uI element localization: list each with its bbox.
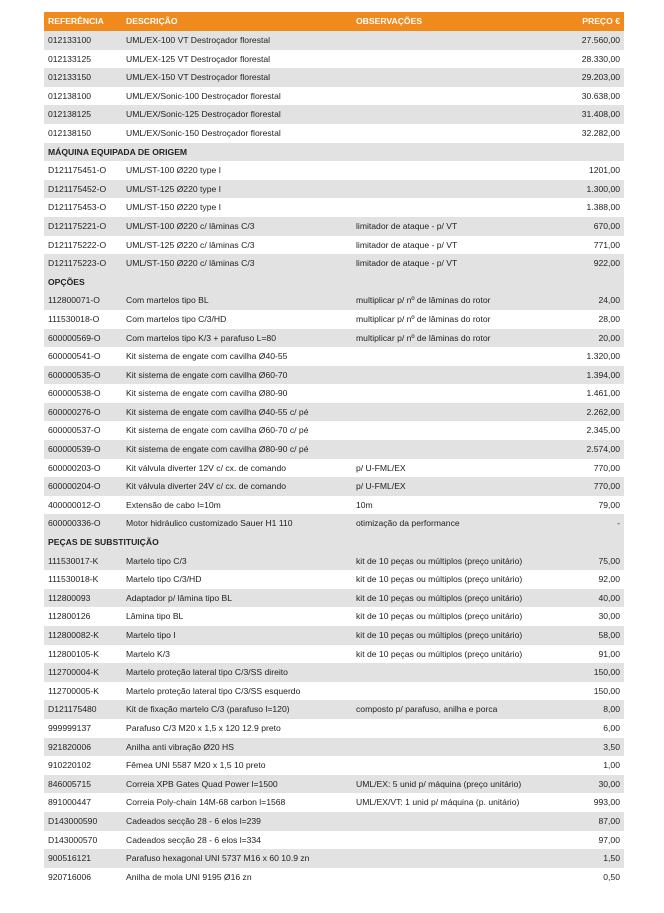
observation-cell: p/ U-FML/EX	[356, 481, 406, 492]
reference-cell: 012138100	[48, 90, 92, 101]
description-cell: UML/ST-150 Ø220 type I	[126, 202, 222, 213]
table-row	[44, 236, 624, 255]
table-row	[44, 254, 624, 273]
table-row	[44, 50, 624, 69]
section-title: OPÇÕES	[48, 276, 85, 287]
price-cell: 1.394,00	[586, 369, 620, 380]
description-cell: UML/ST-125 Ø220 c/ lâminas C/3	[126, 239, 255, 250]
price-table	[44, 12, 624, 886]
reference-cell: 600000569-O	[48, 332, 101, 343]
observation-cell: multiplicar p/ nº de lâminas do rotor	[356, 332, 491, 343]
description-cell: UML/EX-150 VT Destroçador florestal	[126, 72, 271, 83]
table-row	[44, 31, 624, 50]
description-cell: Extensão de cabo l=10m	[126, 499, 221, 510]
price-cell: 32.282,00	[581, 127, 620, 138]
reference-cell: 900516121	[48, 853, 92, 864]
description-cell: UML/EX/Sonic-125 Destroçador florestal	[126, 109, 281, 120]
reference-cell: 111530017-K	[48, 555, 99, 566]
reference-cell: 012138125	[48, 109, 92, 120]
price-cell: 150,00	[593, 667, 620, 678]
description-cell: Martelo tipo C/3/HD	[126, 574, 202, 585]
reference-cell: 920716006	[48, 871, 92, 882]
reference-cell: 111530018-K	[48, 574, 99, 585]
table-row	[44, 291, 624, 310]
table-row	[44, 366, 624, 385]
table-row	[44, 570, 624, 589]
description-cell: Cadeados secção 28 - 6 elos l=239	[126, 815, 261, 826]
description-cell: Adaptador p/ lâmina tipo BL	[126, 592, 233, 603]
observation-cell: kit de 10 peças ou múltiplos (preço unitário)	[356, 592, 523, 603]
table-row	[44, 719, 624, 738]
reference-cell: 112800071-O	[48, 295, 100, 306]
description-cell: Com martelos tipo C/3/HD	[126, 313, 227, 324]
description-cell: Com martelos tipo K/3 + parafuso L=80	[126, 332, 276, 343]
observation-cell: limitador de ataque - p/ VT	[356, 220, 458, 231]
table-row	[44, 868, 624, 887]
description-cell: UML/EX/Sonic-100 Destroçador florestal	[126, 90, 281, 101]
price-cell: 2.262,00	[586, 406, 620, 417]
price-cell: 28,00	[598, 313, 620, 324]
reference-cell: 999999137	[48, 722, 92, 733]
description-cell: Kit sistema de engate com cavilha Ø80-90 c/ pé	[126, 444, 309, 455]
price-cell: 40,00	[598, 592, 620, 603]
description-cell: Kit sistema de engate com cavilha Ø80-90	[126, 388, 288, 399]
table-row	[44, 812, 624, 831]
reference-cell: 112700005-K	[48, 685, 99, 696]
description-cell: Correia Poly-chain 14M-68 carbon l=1568	[126, 797, 286, 808]
reference-cell: 112800093	[48, 592, 91, 603]
reference-cell: D121175451-O	[48, 165, 107, 176]
reference-cell: 012133100	[48, 35, 92, 45]
reference-cell: 600000537-O	[48, 425, 101, 436]
observation-cell: limitador de ataque - p/ VT	[356, 239, 458, 250]
reference-cell: 600000541-O	[48, 351, 101, 362]
table-row	[44, 831, 624, 850]
table-row	[44, 477, 624, 496]
observation-cell: kit de 10 peças ou múltiplos (preço unitário)	[356, 648, 523, 659]
price-cell: 771,00	[593, 239, 620, 250]
reference-cell: 600000538-O	[48, 388, 101, 399]
observation-cell: limitador de ataque - p/ VT	[356, 258, 458, 269]
header-description: DESCRIÇÃO	[126, 16, 178, 26]
table-row	[44, 514, 624, 533]
table-row	[44, 124, 624, 143]
description-cell: Martelo tipo I	[126, 630, 176, 640]
table-row	[44, 645, 624, 664]
table-row	[44, 329, 624, 348]
observation-cell: kit de 10 peças ou múltiplos (preço unitário)	[356, 630, 523, 640]
description-cell: UML/EX-125 VT Destroçador florestal	[126, 53, 271, 64]
price-cell: -	[617, 518, 620, 529]
reference-cell: 891000447	[48, 797, 92, 808]
description-cell: Lâmina tipo BL	[126, 611, 184, 622]
description-cell: UML/ST-100 Ø220 c/ lâminas C/3	[126, 220, 255, 231]
price-cell: 2.574,00	[586, 444, 620, 455]
description-cell: UML/EX-100 VT Destroçador florestal	[126, 35, 271, 45]
price-cell: 1.461,00	[586, 388, 620, 399]
price-cell: 8,00	[603, 704, 620, 715]
table-row	[44, 68, 624, 87]
reference-cell: 112800082-K	[48, 630, 99, 640]
reference-cell: D121175223-O	[48, 258, 107, 269]
description-cell: UML/ST-125 Ø220 type I	[126, 183, 222, 194]
price-cell: 58,00	[598, 630, 620, 640]
description-cell: UML/ST-100 Ø220 type I	[126, 165, 222, 176]
reference-cell: 600000535-O	[48, 369, 101, 380]
observation-cell: kit de 10 peças ou múltiplos (preço unitário)	[356, 574, 523, 585]
observation-cell: otimização da performance	[356, 518, 460, 529]
reference-cell: D121175221-O	[48, 220, 107, 231]
price-cell: 1.388,00	[586, 202, 620, 213]
description-cell: Parafuso hexagonal UNI 5737 M16 x 60 10.9 zn	[126, 853, 310, 864]
table-row	[44, 459, 624, 478]
reference-cell: 012138150	[48, 127, 92, 138]
reference-cell: D121175480	[48, 704, 97, 715]
reference-cell: 600000539-O	[48, 444, 101, 455]
section-title: PEÇAS DE SUBSTITUIÇÃO	[48, 537, 159, 548]
reference-cell: D121175452-O	[48, 183, 107, 194]
table-row	[44, 589, 624, 608]
header-reference: REFERÊNCIA	[48, 16, 104, 26]
description-cell: Kit de fixação martelo C/3 (parafuso l=120)	[126, 704, 290, 715]
table-row	[44, 496, 624, 515]
price-cell: 30.638,00	[581, 90, 620, 101]
price-cell: 1,50	[603, 853, 620, 864]
section-title: MÁQUINA EQUIPADA DE ORIGEM	[48, 146, 188, 157]
price-cell: 1.300,00	[586, 183, 620, 194]
description-cell: Kit sistema de engate com cavilha Ø60-70 c/ pé	[126, 425, 309, 436]
table-row	[44, 738, 624, 757]
description-cell: Anilha de mola UNI 9195 Ø16 zn	[126, 871, 252, 882]
price-cell: 770,00	[593, 462, 620, 473]
description-cell: UML/EX/Sonic-150 Destroçador florestal	[126, 127, 281, 138]
observation-cell: multiplicar p/ nº de lâminas do rotor	[356, 295, 491, 306]
reference-cell: 921820006	[48, 741, 92, 752]
table-row	[44, 347, 624, 366]
reference-cell: 111530018-O	[48, 313, 100, 324]
observation-cell: p/ U-FML/EX	[356, 462, 406, 473]
reference-cell: 112800126	[48, 611, 91, 622]
price-cell: 28.330,00	[581, 53, 620, 64]
table-row	[44, 682, 624, 701]
description-cell: Martelo proteção lateral tipo C/3/SS esquerdo	[126, 685, 301, 696]
reference-cell: 012133150	[48, 72, 92, 83]
header-price: PREÇO €	[582, 16, 620, 26]
price-cell: 0,50	[603, 871, 620, 882]
reference-cell: 112700004-K	[48, 667, 99, 678]
description-cell: Motor hidráulico customizado Sauer H1 110	[126, 518, 293, 529]
header-observations: OBSERVAÇÕES	[356, 16, 423, 26]
table-row	[44, 849, 624, 868]
price-cell: 87,00	[598, 815, 620, 826]
price-cell: 670,00	[593, 220, 620, 231]
table-row	[44, 198, 624, 217]
price-cell: 27.560,00	[581, 35, 620, 45]
price-cell: 91,00	[598, 648, 620, 659]
description-cell: Martelo proteção lateral tipo C/3/SS direito	[126, 667, 288, 678]
reference-cell: D143000590	[48, 815, 98, 826]
reference-cell: 400000012-O	[48, 499, 101, 510]
table-row	[44, 756, 624, 775]
description-cell: Kit sistema de engate com cavilha Ø60-70	[126, 369, 288, 380]
table-row	[44, 775, 624, 794]
observation-cell: UML/EX: 5 unid p/ máquina (preço unitário)	[356, 778, 522, 789]
reference-cell: 910220102	[48, 760, 92, 771]
description-cell: Kit válvula diverter 12V c/ cx. de comando	[126, 462, 287, 473]
price-cell: 79,00	[598, 499, 620, 510]
price-cell: 20,00	[598, 332, 620, 343]
price-cell: 75,00	[598, 555, 620, 566]
description-cell: Cadeados secção 28 - 6 elos l=334	[126, 834, 261, 845]
price-cell: 24,00	[598, 295, 620, 306]
table-row	[44, 384, 624, 403]
reference-cell: 600000204-O	[48, 481, 101, 492]
description-cell: Kit sistema de engate com cavilha Ø40-55 c/ pé	[126, 406, 309, 417]
observation-cell: UML/EX/VT: 1 unid p/ máquina (p. unitário)	[356, 797, 520, 808]
reference-cell: 600000336-O	[48, 518, 101, 529]
observation-cell: 10m	[356, 499, 373, 510]
price-cell: 150,00	[593, 685, 620, 696]
table-row	[44, 310, 624, 329]
price-cell: 2.345,00	[586, 425, 620, 436]
table-row	[44, 217, 624, 236]
description-cell: Parafuso C/3 M20 x 1,5 x 120 12.9 preto	[126, 722, 281, 733]
description-cell: Martelo tipo C/3	[126, 555, 187, 566]
description-cell: Anilha anti vibração Ø20 HS	[126, 741, 234, 752]
reference-cell: 012133125	[48, 53, 92, 64]
price-cell: 3,50	[603, 741, 620, 752]
reference-cell: 600000276-O	[48, 406, 101, 417]
table-row	[44, 663, 624, 682]
section-header-row	[44, 273, 624, 292]
table-row	[44, 607, 624, 626]
price-cell: 92,00	[598, 574, 620, 585]
price-cell: 1201,00	[588, 165, 620, 176]
table-row	[44, 421, 624, 440]
price-cell: 30,00	[598, 611, 620, 622]
reference-cell: 600000203-O	[48, 462, 101, 473]
description-cell: Martelo K/3	[126, 648, 170, 659]
price-cell: 97,00	[598, 834, 620, 845]
table-row	[44, 626, 624, 645]
table-row	[44, 105, 624, 124]
description-cell: UML/ST-150 Ø220 c/ lâminas C/3	[126, 258, 255, 269]
price-cell: 993,00	[593, 797, 620, 808]
price-cell: 6,00	[603, 722, 620, 733]
price-cell: 30,00	[598, 778, 620, 789]
table-body	[44, 31, 624, 886]
price-cell: 770,00	[593, 481, 620, 492]
price-cell: 29.203,00	[581, 72, 620, 83]
observation-cell: multiplicar p/ nº de lâminas do rotor	[356, 313, 491, 324]
description-cell: Fêmea UNI 5587 M20 x 1,5 10 preto	[126, 760, 266, 771]
observation-cell: kit de 10 peças ou múltiplos (preço unitário)	[356, 611, 523, 622]
reference-cell: 846005715	[48, 778, 92, 789]
section-header-row	[44, 533, 624, 552]
reference-cell: D121175453-O	[48, 202, 107, 213]
price-cell: 1.320,00	[586, 351, 620, 362]
reference-cell: D121175222-O	[48, 239, 107, 250]
table-row	[44, 161, 624, 180]
description-cell: Correia XPB Gates Quad Power l=1500	[126, 778, 278, 789]
table-row	[44, 440, 624, 459]
table-row	[44, 552, 624, 571]
table-row	[44, 793, 624, 812]
description-cell: Kit válvula diverter 24V c/ cx. de comando	[126, 481, 287, 492]
table-header-row	[44, 12, 624, 31]
table-row	[44, 700, 624, 719]
reference-cell: 112800105-K	[48, 648, 99, 659]
table-row	[44, 180, 624, 199]
observation-cell: kit de 10 peças ou múltiplos (preço unitário)	[356, 555, 523, 566]
description-cell: Kit sistema de engate com cavilha Ø40-55	[126, 351, 288, 362]
reference-cell: D143000570	[48, 834, 98, 845]
observation-cell: composto p/ parafuso, anilha e porca	[356, 704, 498, 715]
section-header-row	[44, 143, 624, 162]
price-cell: 922,00	[593, 258, 620, 269]
description-cell: Com martelos tipo BL	[126, 295, 209, 306]
price-cell: 1,00	[603, 760, 620, 771]
table-row	[44, 403, 624, 422]
table-row	[44, 87, 624, 106]
price-cell: 31.408,00	[581, 109, 620, 120]
